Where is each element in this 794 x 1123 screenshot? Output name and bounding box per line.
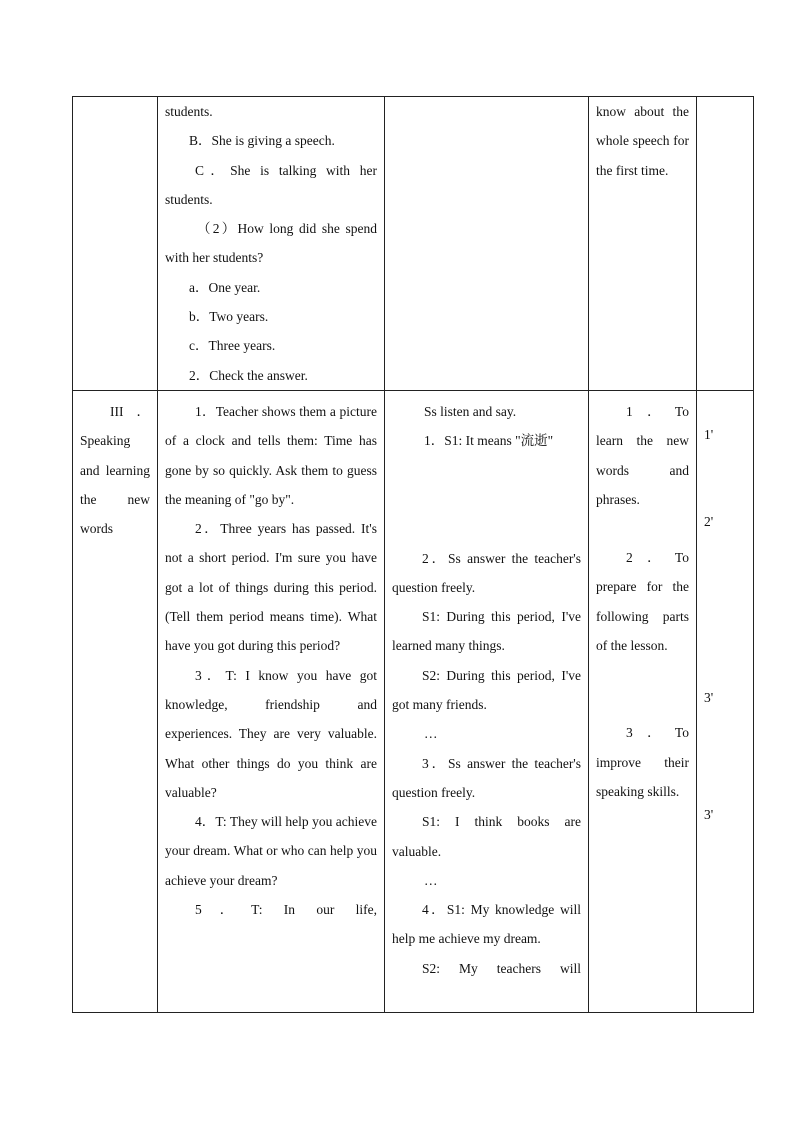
student-activity-cell (385, 97, 589, 391)
time-cell (697, 97, 754, 391)
purpose-2: 2．To prepare for the following parts of the lesson. (596, 550, 689, 654)
teacher-step-4: 4．T: They will help you achieve your dream. What or who can help you achieve your dream? (165, 814, 377, 888)
option-c: C．She is talking with her students. (165, 162, 377, 207)
table-row (73, 97, 754, 391)
table-row (73, 390, 754, 1012)
time-4: 3' (704, 806, 714, 822)
student-answer-books: S1: I think books are valuable. (392, 814, 581, 859)
lesson-plan-table (72, 96, 754, 1013)
time-2: 2' (704, 514, 714, 530)
stage-title: III．Speaking and learning the new words (80, 403, 150, 537)
student-answer-teachers: S2: My teachers will (422, 960, 581, 976)
student-step-4: 4．S1: My knowledge will help me achieve my dream. (392, 902, 581, 947)
teacher-step-2: 2．Three years has passed. It's not a short period. I'm sure you have got a lot of things during this period. (Tell them period means time). What have you got during this period? (165, 521, 377, 654)
teacher-step-1: 1．Teacher shows them a picture of a clock and tells them: Time has gone by so quickly. Ask them to guess the meaning of "go by". (165, 403, 377, 507)
purpose-text: know about the whole speech for the first time. (596, 104, 689, 178)
student-intro: Ss listen and say. (424, 403, 517, 419)
question-2: （2）How long did she spend with her students? (165, 221, 377, 266)
purpose-cell (589, 390, 697, 1012)
purpose-1: 1．To learn the new words and phrases. (596, 403, 689, 507)
teacher-activity-cell (158, 390, 385, 1012)
option-a-item: a．One year. (189, 279, 261, 295)
teacher-step-5: 5．T: In our life, (195, 902, 377, 918)
teacher-activity-cell (158, 97, 385, 391)
option-b-item: b．Two years. (189, 309, 269, 325)
time-3: 3' (704, 689, 714, 705)
purpose-3: 3．To improve their speaking skills. (596, 725, 689, 799)
option-b: B．She is giving a speech. (189, 133, 335, 149)
student-answer-s2: S2: During this period, I've got many friends. (392, 667, 581, 713)
stage-cell (73, 97, 158, 391)
student-step-3: 3．Ss answer the teacher's question freely. (392, 755, 581, 800)
time-1: 1' (704, 426, 714, 442)
ellipsis: … (424, 872, 438, 888)
ellipsis: … (424, 726, 438, 742)
check-answer: 2．Check the answer. (189, 367, 308, 383)
student-activity-cell (385, 390, 589, 1012)
time-cell (697, 390, 754, 1012)
option-c-item: c．Three years. (189, 338, 276, 354)
stage-cell (73, 390, 158, 1012)
purpose-cell (589, 97, 697, 391)
student-answer-s1: S1: During this period, I've learned many things. (392, 609, 581, 654)
student-step-1: 1．S1: It means "流逝" (424, 433, 554, 449)
student-step-2: 2．Ss answer the teacher's question freely. (392, 550, 581, 595)
teacher-step-3: 3．T: I know you have got knowledge, friendship and experiences. They are very valuable. What other things do you think are valuable? (165, 667, 377, 800)
text-line: students. (165, 104, 213, 119)
